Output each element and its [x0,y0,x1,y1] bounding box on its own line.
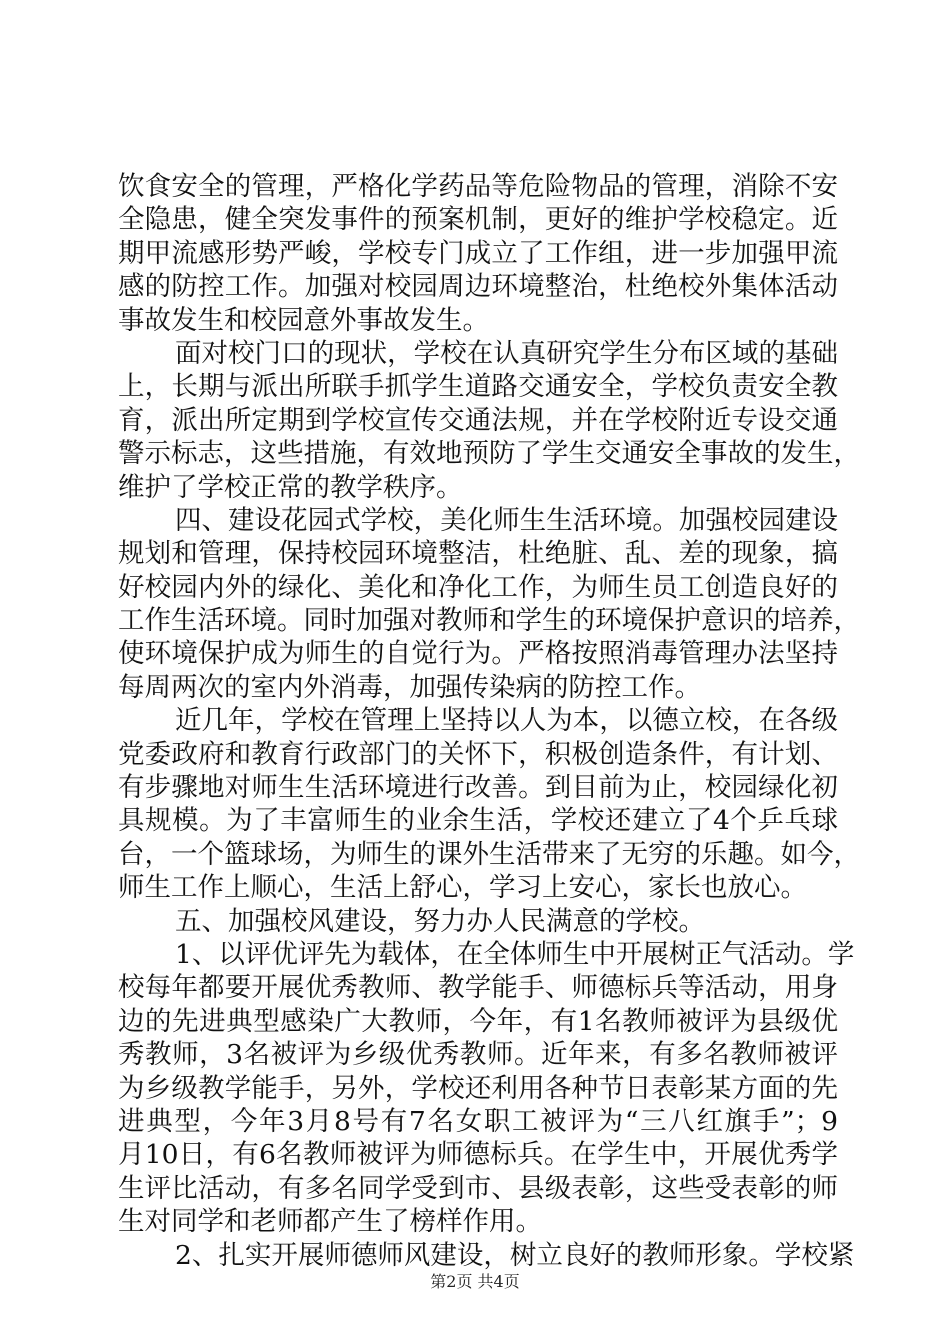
text-line: 2、扎实开展师德师风建设，树立良好的教师形象。学校紧 [175,1239,855,1271]
text-line: 五、加强校风建设，努力办人民满意的学校。 [175,905,705,937]
text-line: 警示标志，这些措施，有效地预防了学生交通安全事故的发生， [118,438,860,470]
text-line: 台，一个篮球场，为师生的课外生活带来了无穷的乐趣。如今， [118,838,860,870]
text-line: 生评比活动，有多名同学受到市、县级表彰，这些受表彰的师 [118,1172,838,1204]
text-line: 每周两次的室内外消毒，加强传染病的防控工作。 [118,671,701,703]
text-line: 边的先进典型感染广大教师，今年，有1名教师被评为县级优 [118,1005,838,1037]
text-line: 全隐患，健全突发事件的预案机制，更好的维护学校稳定。近 [118,204,838,236]
text-line: 四、建设花园式学校，美化师生生活环境。加强校园建设 [175,504,838,536]
text-line: 工作生活环境。同时加强对教师和学生的环境保护意识的培养， [118,605,860,637]
text-line: 师生工作上顺心，生活上舒心，学习上安心，家长也放心。 [118,872,807,904]
text-line: 规划和管理，保持校园环境整洁，杜绝脏、乱、差的现象，搞 [118,538,838,570]
text-line: 党委政府和教育行政部门的关怀下，积极创造条件，有计划、 [118,738,838,770]
text-line: 秀教师，3名被评为乡级优秀教师。近年来，有多名教师被评 [118,1039,838,1071]
text-line: 事故发生和校园意外事故发生。 [118,304,489,336]
text-line: 近几年，学校在管理上坚持以人为本，以德立校，在各级 [175,705,838,737]
text-line: 面对校门口的现状，学校在认真研究学生分布区域的基础 [175,337,838,369]
text-line: 育，派出所定期到学校宣传交通法规，并在学校附近专设交通 [118,404,838,436]
text-line: 饮食安全的管理，严格化学药品等危险物品的管理，消除不安 [118,171,838,202]
text-line: 1、以评优评先为载体，在全体师生中开展树正气活动。学 [175,938,855,970]
text-line: 具规模。为了丰富师生的业余生活，学校还建立了4个乒乓球 [118,805,838,837]
text-line: 校每年都要开展优秀教师、教学能手、师德标兵等活动，用身 [118,972,838,1004]
text-line: 感的防控工作。加强对校园周边环境整治，杜绝校外集体活动 [118,271,838,303]
text-line: 期甲流感形势严峻，学校专门成立了工作组，进一步加强甲流 [118,237,838,269]
text-line: 进典型，今年3月8号有7名女职工被评为“三八红旗手”；9 [118,1105,838,1137]
page-footer: 第2页 共4页 [430,1272,520,1291]
text-line: 好校园内外的绿化、美化和净化工作，为师生员工创造良好的 [118,571,838,603]
text-line: 为乡级教学能手，另外，学校还利用各种节日表彰某方面的先 [118,1072,838,1104]
text-line: 月10日，有6名教师被评为师德标兵。在学生中，开展优秀学 [118,1139,838,1171]
text-line: 维护了学校正常的教学秩序。 [118,471,463,503]
text-line: 使环境保护成为师生的自觉行为。严格按照消毒管理办法坚持 [118,638,838,670]
body-text [118,170,860,1272]
text-line: 生对同学和老师都产生了榜样作用。 [118,1206,542,1238]
text-line: 上，长期与派出所联手抓学生道路交通安全，学校负责安全教 [118,371,838,403]
text-line: 有步骤地对师生生活环境进行改善。到目前为止，校园绿化初 [118,772,838,804]
